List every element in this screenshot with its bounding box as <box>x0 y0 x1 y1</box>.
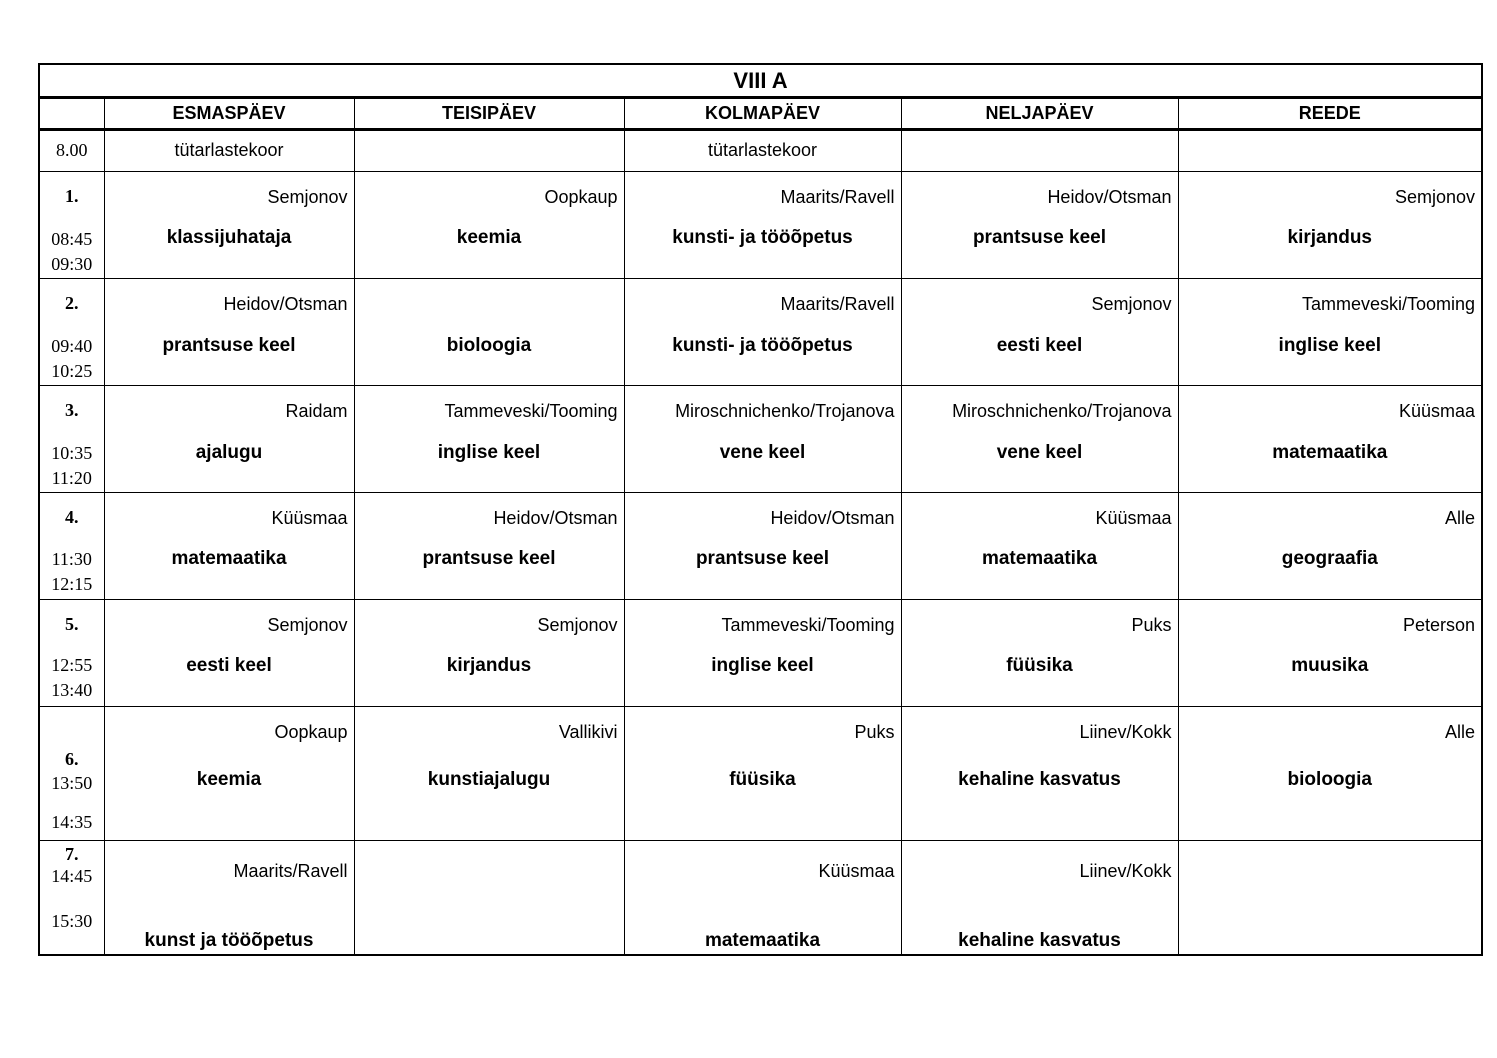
lesson-cell <box>901 386 1178 493</box>
lesson-time-cell <box>39 386 104 493</box>
subject-name: kunstiajalugu <box>427 769 551 790</box>
lesson-cell <box>624 279 901 386</box>
lesson-cell <box>1178 707 1482 841</box>
lesson-cell <box>354 600 624 707</box>
subject-name: inglise keel <box>437 442 541 463</box>
early-cell <box>624 130 901 172</box>
lesson-time-cell <box>39 841 104 956</box>
subject-name: klassijuhataja <box>166 227 292 248</box>
teacher-name: Miroschnichenko/Trojanova <box>675 401 895 421</box>
lesson-start: 08:45 <box>51 229 93 249</box>
teacher-name: Puks <box>1131 615 1172 635</box>
lesson-time-cell <box>39 279 104 386</box>
lesson-cell <box>104 386 354 493</box>
subject-name: kunsti- ja tööõpetus <box>672 335 853 356</box>
lesson-number: 3. <box>65 400 79 420</box>
lesson-cell <box>354 279 624 386</box>
teacher-name: Maarits/Ravell <box>780 187 895 207</box>
lesson-number: 4. <box>65 507 79 527</box>
teacher-name: Alle <box>1445 722 1476 742</box>
subject-name: bioloogia <box>446 335 532 356</box>
subject-name: kirjandus <box>446 655 532 676</box>
lesson-end: 09:30 <box>51 254 93 274</box>
early-cell <box>901 130 1178 172</box>
subject-name: geograafia <box>1281 548 1378 569</box>
lesson-cell <box>624 493 901 600</box>
lesson-start: 10:35 <box>51 443 93 463</box>
teacher-name: Semjonov <box>267 615 348 635</box>
lesson-cell <box>901 841 1178 956</box>
subject-name: ajalugu <box>195 442 263 463</box>
lesson-cell <box>624 386 901 493</box>
subject-name: prantsuse keel <box>695 548 830 569</box>
lesson-cell <box>1178 493 1482 600</box>
subject-name: eesti keel <box>996 335 1083 356</box>
day-header: NELJAPÄEV <box>901 98 1178 130</box>
lesson-cell <box>1178 279 1482 386</box>
lesson-start: 09:40 <box>51 336 93 356</box>
lesson-start: 13:50 <box>51 773 93 793</box>
lesson-cell <box>624 841 901 956</box>
subject-name: vene keel <box>996 442 1083 463</box>
lesson-cell <box>104 600 354 707</box>
subject-name: prantsuse keel <box>162 335 296 356</box>
lesson-start: 14:45 <box>51 866 93 886</box>
teacher-name: Miroschnichenko/Trojanova <box>952 401 1172 421</box>
subject-name: kirjandus <box>1287 227 1373 248</box>
subject-name: muusika <box>1291 655 1369 676</box>
lesson-cell <box>354 493 624 600</box>
lesson-cell <box>354 172 624 279</box>
teacher-name: Tammeveski/Tooming <box>721 615 895 635</box>
lesson-end: 10:25 <box>51 361 93 381</box>
timetable <box>38 63 1483 956</box>
lesson-row <box>39 386 1482 493</box>
teacher-name: Oopkaup <box>274 722 348 742</box>
lesson-cell <box>104 841 354 956</box>
teacher-name: Puks <box>854 722 895 742</box>
early-time: 8.00 <box>56 140 88 160</box>
lesson-cell <box>104 172 354 279</box>
subject-name: inglise keel <box>711 655 814 676</box>
teacher-name: Maarits/Ravell <box>780 294 895 314</box>
teacher-name: Tammeveski/Tooming <box>1301 294 1476 314</box>
lesson-time-cell <box>39 707 104 841</box>
teacher-name: Vallikivi <box>558 722 618 742</box>
lessons-body <box>39 172 1482 956</box>
lesson-cell <box>901 172 1178 279</box>
lesson-number: 7. <box>65 844 79 864</box>
lesson-start: 11:30 <box>51 549 92 569</box>
subject-name: kunst ja tööõpetus <box>144 930 314 951</box>
lesson-time-cell <box>39 172 104 279</box>
teacher-name: Heidov/Otsman <box>493 508 618 528</box>
lesson-time-cell <box>39 600 104 707</box>
day-header: ESMASPÄEV <box>104 98 354 130</box>
lesson-cell <box>901 279 1178 386</box>
subject-name: kehaline kasvatus <box>958 769 1121 790</box>
teacher-name: Tammeveski/Tooming <box>444 401 618 421</box>
early-row <box>39 130 1482 172</box>
lesson-cell <box>624 707 901 841</box>
subject-name: matemaatika <box>981 548 1098 569</box>
early-activity: tütarlastekoor <box>707 140 818 160</box>
lesson-time-cell <box>39 493 104 600</box>
subject-name: kehaline kasvatus <box>958 930 1121 951</box>
teacher-name: Maarits/Ravell <box>233 861 348 881</box>
lesson-end: 11:20 <box>51 468 92 488</box>
lesson-cell <box>104 493 354 600</box>
teacher-name: Semjonov <box>1395 187 1476 207</box>
subject-name: keemia <box>196 769 262 790</box>
subject-name: prantsuse keel <box>972 227 1107 248</box>
early-cell <box>104 130 354 172</box>
subject-name: prantsuse keel <box>422 548 556 569</box>
teacher-name: Heidov/Otsman <box>223 294 348 314</box>
teacher-name: Oopkaup <box>544 187 618 207</box>
lesson-row <box>39 600 1482 707</box>
lesson-cell <box>901 600 1178 707</box>
teacher-name: Küüsmaa <box>1095 508 1172 528</box>
teacher-name: Raidam <box>285 401 348 421</box>
lesson-row <box>39 707 1482 841</box>
day-header: KOLMAPÄEV <box>624 98 901 130</box>
teacher-name: Heidov/Otsman <box>770 508 895 528</box>
header-row <box>39 98 1482 130</box>
teacher-name: Peterson <box>1403 615 1476 635</box>
lesson-end: 15:30 <box>51 911 93 931</box>
lesson-cell <box>624 600 901 707</box>
lesson-start: 12:55 <box>51 655 93 675</box>
lesson-row <box>39 172 1482 279</box>
teacher-name: Semjonov <box>1091 294 1172 314</box>
lesson-cell <box>104 707 354 841</box>
teacher-name: Heidov/Otsman <box>1047 187 1172 207</box>
lesson-end: 13:40 <box>51 680 93 700</box>
lesson-number: 1. <box>65 186 79 206</box>
lesson-cell <box>901 493 1178 600</box>
lesson-cell <box>1178 600 1482 707</box>
subject-name: kunsti- ja tööõpetus <box>672 227 853 248</box>
teacher-name: Küüsmaa <box>271 508 348 528</box>
subject-name: matemaatika <box>1272 442 1388 463</box>
lesson-cell <box>354 841 624 956</box>
lesson-number: 5. <box>65 614 79 634</box>
early-cell <box>354 130 624 172</box>
lesson-row <box>39 493 1482 600</box>
subject-name: füüsika <box>729 769 796 790</box>
lesson-cell <box>1178 386 1482 493</box>
lesson-cell <box>901 707 1178 841</box>
subject-name: matemaatika <box>171 548 287 569</box>
subject-name: keemia <box>456 227 522 248</box>
day-header: REEDE <box>1178 98 1482 130</box>
early-cell <box>1178 130 1482 172</box>
lesson-row <box>39 279 1482 386</box>
lesson-row <box>39 841 1482 956</box>
early-time-cell <box>39 130 104 172</box>
lesson-cell <box>624 172 901 279</box>
teacher-name: Liinev/Kokk <box>1079 722 1172 742</box>
lesson-cell <box>1178 841 1482 956</box>
subject-name: bioloogia <box>1287 769 1372 790</box>
lesson-end: 12:15 <box>51 574 93 594</box>
subject-name: füüsika <box>1006 655 1073 676</box>
teacher-name: Alle <box>1445 508 1476 528</box>
teacher-name: Küüsmaa <box>1399 401 1476 421</box>
lesson-end: 14:35 <box>51 812 93 832</box>
day-header: TEISIPÄEV <box>354 98 624 130</box>
lesson-number: 6. <box>65 749 79 769</box>
teacher-name: Küüsmaa <box>818 861 895 881</box>
lesson-cell <box>354 707 624 841</box>
subject-name: matemaatika <box>704 930 821 951</box>
teacher-name: Semjonov <box>537 615 618 635</box>
subject-name: eesti keel <box>186 655 272 676</box>
lesson-cell <box>104 279 354 386</box>
subject-name: vene keel <box>719 442 806 463</box>
teacher-name: Semjonov <box>267 187 348 207</box>
corner-cell <box>39 98 104 130</box>
lesson-number: 2. <box>65 293 79 313</box>
teacher-name: Liinev/Kokk <box>1079 861 1172 881</box>
lesson-cell <box>1178 172 1482 279</box>
early-activity: tütarlastekoor <box>174 140 284 160</box>
subject-name: inglise keel <box>1278 335 1381 356</box>
class-title: VIII A <box>39 64 1482 98</box>
lesson-cell <box>354 386 624 493</box>
